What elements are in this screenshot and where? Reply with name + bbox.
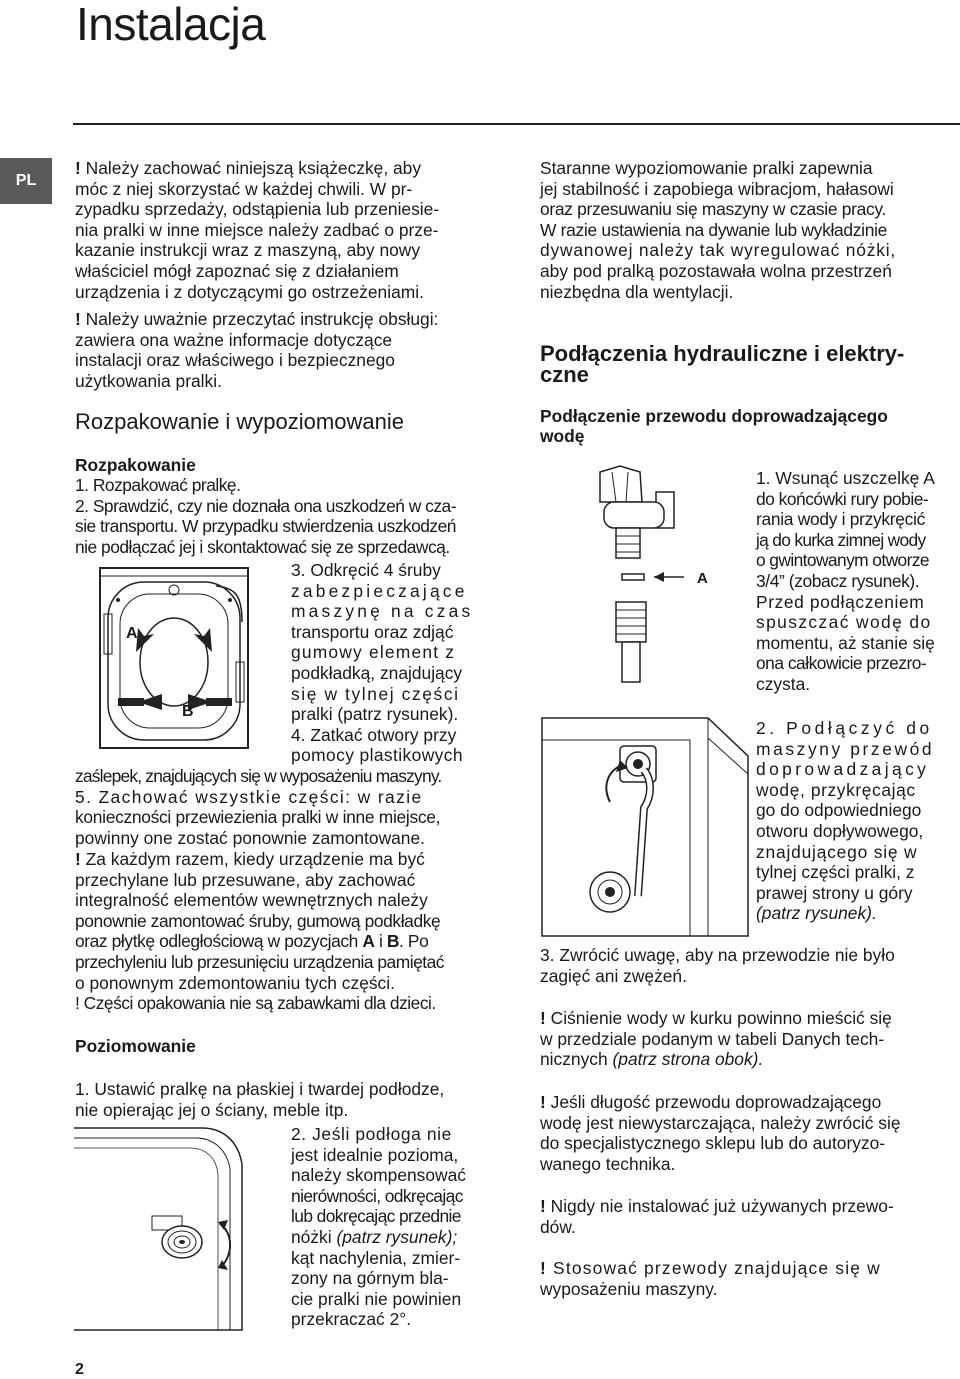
unpack-c-line-1: 5. Zachować wszystkie części: w razie [75, 786, 423, 807]
unpack-line-2: sie transportu. W przypadku stwierdzenia uszkodzeń [75, 516, 456, 537]
warning-line-4: oraz płytkę odległościową w pozycjach A i B. Po [75, 931, 429, 952]
intro1-line-3: nia pralki w inne miejsce należy zadbać o prze- [75, 219, 439, 240]
step2-line-1: maszyny przewód [756, 738, 935, 759]
subsection-inlet-hose [540, 406, 960, 446]
toys-warning: ! Części opakowania nie są zabawkami dla dzieci. [75, 993, 436, 1013]
section-title-unpacking: Rozpakowanie i wypoziomowanie [75, 409, 404, 434]
right-intro-line-4: dywanowej należy tak wyregulować nóżki, [540, 240, 896, 261]
note2-line-3: wanego technika. [540, 1153, 676, 1174]
warning-line-6: o ponownym zdemontowaniu tych części. [75, 972, 395, 993]
unpack-b-line-3: transportu oraz zdjąć [291, 621, 454, 642]
note4-line-0: ! Stosować przewody znajdujące się w [540, 1258, 881, 1278]
unpack-b-line-0: 3. Odkręcić 4 śruby [291, 560, 441, 580]
level-c-line-3: przekraczać 2°. [291, 1309, 412, 1330]
warning-line-3: ponownie zamontować śruby, gumową podkładkę [75, 910, 441, 931]
note4-line-1: wyposażeniu maszyny. [540, 1278, 718, 1299]
warning-line-0: ! Za każdym razem, kiedy urządzenie ma być [75, 849, 425, 869]
intro1-line-6: urządzenia i z dotyczącymi go ostrzeżeniami. [75, 281, 424, 302]
intro1-line-2: zypadku sprzedaży, odstąpienia lub przeniesie- [75, 199, 440, 220]
level-c-line-2: cie pralki nie powinien [291, 1288, 462, 1309]
level-c-line-1: zony na górnym bla- [291, 1268, 449, 1289]
note3-line-1: dów. [540, 1216, 576, 1237]
step2-line-4: go do odpowiedniego [756, 800, 922, 821]
unpack-line-3: nie podłączać jej i skontaktować się ze sprzedawcą. [75, 536, 450, 557]
unpack-line-1: 2. Sprawdzić, czy nie doznała ona uszkodzeń w cza- [75, 495, 456, 516]
fig1-label-b: B [182, 703, 194, 720]
level-step-2 [291, 1124, 491, 1330]
note3-line-0: ! Nigdy nie instalować już używanych przewo- [540, 1196, 894, 1216]
inlet-step-2 [756, 718, 960, 924]
level-b-line-4: lub dokręcając przednie [291, 1206, 461, 1227]
unpack-b-line-6: się w tylnej części [291, 683, 460, 704]
step2-line-9: (patrz rysunek). [756, 903, 877, 924]
unpack-b-line-1: zabezpieczające [291, 580, 468, 601]
intro1-line-1: móc z niej skorzystać w każdej chwili. W pr- [75, 178, 413, 199]
subsection-line-1: wodę [540, 426, 585, 446]
section-title-hydraulic-line-0: Podłączenia hydrauliczne i elektry- [540, 341, 905, 366]
step2-line-8: prawej strony u góry [756, 882, 913, 903]
unpack-heading: Rozpakowanie [75, 455, 196, 475]
right-intro-line-0: Staranne wypoziomowanie pralki zapewnia [540, 158, 873, 178]
figure-tap-hose [560, 462, 720, 684]
step1-line-3: ją do kurka zimnej wody [756, 529, 926, 550]
step2-line-0: 2. Podłączyć do [756, 718, 933, 738]
step1-line-9: ona całkowicie przezro- [756, 653, 927, 674]
note-pressure [540, 1008, 960, 1070]
intro2-line-1: zawiera ona ważne informacje dotyczące [75, 329, 393, 350]
intro1-line-0: ! Należy zachować niniejszą książeczkę, aby [75, 158, 422, 178]
right-intro-line-3: W razie ustawienia na dywanie lub wykładzinie [540, 219, 888, 240]
note2-line-1: wodę jest niewystarczająca, należy zwrócić się [540, 1112, 901, 1133]
page-number: 2 [75, 1361, 84, 1378]
step1-line-2: rania wody i przykręcić [756, 509, 925, 530]
intro1-line-4: kazanie instrukcji wraz z maszyną, aby nowy [75, 240, 421, 261]
unpack-c-line-3: powinny one zostać ponownie zamontowane. [75, 827, 425, 848]
unpack-b-line-7: pralki (patrz rysunek). [291, 704, 459, 725]
level-heading: Poziomowanie [75, 1036, 196, 1056]
level-b-line-0: 2. Jeśli podłoga nie [291, 1124, 452, 1144]
right-intro-line-1: jej stabilność i zapobiega wibracjom, hałasowi [540, 178, 894, 199]
level-b-line-5: nóżki (patrz rysunek); [291, 1226, 458, 1247]
level-b-line-3: nierówności, odkręcając [291, 1185, 463, 1206]
level-a-line-0: 1. Ustawić pralkę na płaskiej i twardej podłodze, [75, 1079, 445, 1099]
step2-line-5: otworu dopływowego, [756, 820, 924, 841]
warning-tilt [75, 849, 495, 993]
step1-line-5: 3/4” (zobacz rysunek). [756, 570, 920, 591]
intro2-line-0: ! Należy uważnie przeczytać instrukcję obsługi: [75, 309, 439, 329]
unpack-line-0: 1. Rozpakować pralkę. [75, 475, 241, 495]
right-intro-line-2: oraz przesuwaniu się maszyny w czasie pracy. [540, 199, 887, 220]
figure-hose-connection [540, 716, 752, 938]
right-intro-line-6: niezbędna dla wentylacji. [540, 281, 734, 302]
unpack-c-line-2: konieczności przewiezienia pralki w inne miejsce, [75, 807, 441, 828]
section-title-hydraulic [540, 343, 960, 385]
right-intro-line-5: aby pod pralką pozostawała wolna przestrzeń [540, 260, 892, 281]
step1-line-7: spuszczać wodę do [756, 612, 932, 633]
step2-line-2: doprowadzający [756, 759, 930, 780]
note-supplied-hoses [540, 1258, 960, 1299]
warning-line-2: integralność elementów wewnętrznych należy [75, 890, 428, 911]
intro-warning-2 [75, 309, 491, 391]
note1-line-0: ! Ciśnienie wody w kurku powinno mieścić się [540, 1008, 892, 1028]
note1-line-2: nicznych (patrz strona obok). [540, 1049, 764, 1070]
step2-line-3: wodę, przykręcając [756, 779, 916, 800]
level-b-line-1: jest idealnie pozioma, [291, 1144, 459, 1165]
note2-line-2: do specjalistycznego sklepu lub do autoryzo- [540, 1133, 886, 1154]
step1-line-1: do końcówki rury pobie- [756, 488, 929, 509]
inlet-step-3 [540, 945, 960, 986]
intro2-line-3: użytkowania pralki. [75, 370, 222, 391]
note-hose-length [540, 1092, 960, 1174]
note1-line-1: w przedziale podanym w tabeli Danych tech- [540, 1028, 885, 1049]
unpack-steps-4-5 [75, 766, 491, 848]
page-title: Instalacja [76, 0, 266, 50]
unpack-b-line-2: maszynę na czas [291, 601, 474, 622]
intro2-line-2: instalacji oraz właściwego i bezpiecznego [75, 350, 395, 371]
fig3-label-a: A [697, 570, 708, 587]
unpack-b-line-9: pomocy plastikowych [291, 745, 463, 766]
fig1-label-a: A [126, 625, 138, 642]
figure-machine-back [96, 562, 252, 754]
step3-line-0: 3. Zwrócić uwagę, aby na przewodzie nie było [540, 945, 895, 965]
subsection-line-0: Podłączenie przewodu doprowadzającego [540, 406, 888, 426]
note-used-hoses [540, 1196, 960, 1237]
warning-line-5: przechyleniu lub przesunięciu urządzenia pamiętać [75, 951, 444, 972]
header-divider [73, 123, 960, 125]
unpack-b-line-4: gumowy element z [291, 642, 456, 663]
unpack-b-line-8: 4. Zatkać otwory przy [291, 724, 457, 745]
step2-line-7: tylnej części pralki, z [756, 862, 915, 883]
warning-line-1: przechylane lub przesuwane, aby zachować [75, 869, 416, 890]
unpack-steps-3-4 [291, 560, 491, 766]
unpack-b-line-5: podkładką, znajdujący [291, 662, 463, 683]
note2-line-0: ! Jeśli długość przewodu doprowadzającego [540, 1092, 882, 1112]
inlet-step-1 [756, 468, 960, 695]
level-step-1 [75, 1079, 495, 1120]
intro1-line-5: właściciel mógł zapoznać się z działaniem [75, 260, 399, 281]
step1-line-6: Przed podłączeniem [756, 591, 925, 612]
section-title-hydraulic-line-1: czne [540, 362, 589, 387]
step1-line-8: momentu, aż stanie się [756, 632, 935, 653]
leveling-intro [540, 158, 960, 302]
step1-line-0: 1. Wsunąć uszczelkę A [756, 468, 935, 488]
level-b-line-2: należy skompensować [291, 1165, 466, 1186]
figure-machine-foot [72, 1124, 252, 1334]
unpack-steps-1-2 [75, 475, 491, 557]
step1-line-10: czysta. [756, 673, 811, 694]
step3-line-1: zagięć ani zwężeń. [540, 965, 687, 986]
unpack-c-line-0: zaślepek, znajdujących się w wyposażeniu maszyny. [75, 766, 442, 786]
level-c-line-0: kąt nachylenia, zmier- [291, 1247, 461, 1268]
level-a-line-1: nie opierając jej o ściany, meble itp. [75, 1099, 349, 1120]
intro-warning-1 [75, 158, 491, 302]
language-tab: PL [0, 158, 52, 204]
step2-line-6: znajdującego się w [756, 841, 918, 862]
step1-line-4: o gwintowanym otworze [756, 550, 929, 571]
